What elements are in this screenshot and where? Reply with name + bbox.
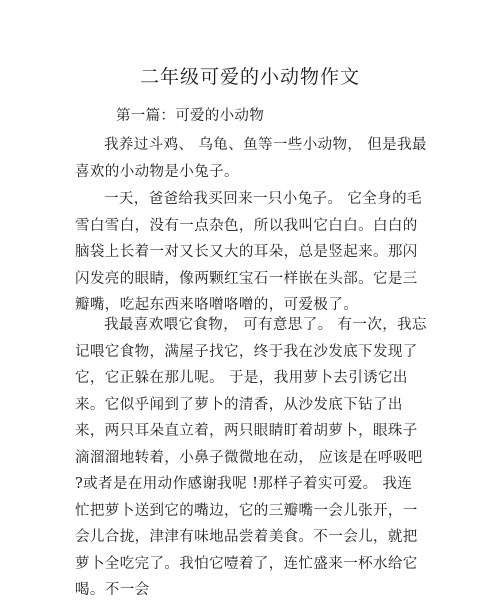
paragraph: 一天，爸爸给我买回来一只小兔子。 它全身的毛雪白雪白，没有一点杂色，所以我叫它白白。白白的脑袋上长着一对又长又大的耳朵，总是竖起来。那闪闪发亮的眼睛，像两颗红宝石一样嵌在头部。它是三瓣嘴，吃起东西来咯噌咯噌的，可爱极了。: [75, 191, 422, 313]
document-title: 二年级可爱的小动物作文: [139, 66, 360, 88]
section-heading: 第一篇：可爱的小动物: [116, 108, 264, 124]
paragraph: 我最喜欢喂它食物， 可有意思了。 有一次，我忘记喂它食物，满屋子找它，终于我在沙发底下发现了它，它正躲在那儿呢。 于是，我用萝卜去引诱它出来。它似乎闻到了萝卜的清香，从沙发底下钻了出来，两只耳朵直立着，两只眼睛盯着胡萝卜，眼珠子滴溜溜地转着，小鼻子微微地在动， 应该是在呼吸吧 ?或者是在用动作感谢我呢 !那样子着实可爱。 我连忙把萝卜送到它的嘴边，它的三瓣嘴一会儿张开，一会儿合拢，津津有味地品尝着美食。不一会儿，就把萝卜全吃完了。我怕它噎着了，连忙盛来一杯水给它喝。不一会: [75, 317, 427, 598]
paragraph: 我养过斗鸡、 乌龟、鱼等一些小动物， 但是我最喜欢的小动物是小兔子。: [75, 137, 427, 180]
